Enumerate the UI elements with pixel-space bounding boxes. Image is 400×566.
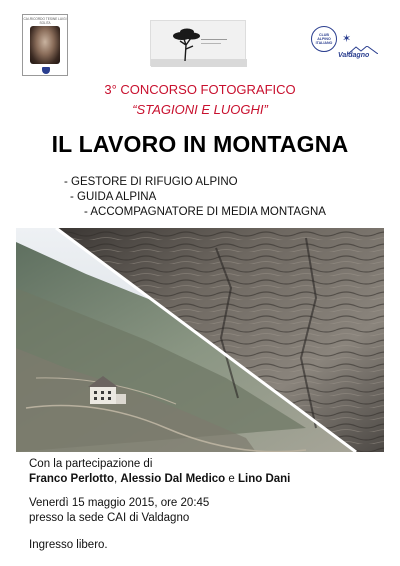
contest-title: 3° CONCORSO FOTOGRAFICO	[104, 82, 296, 97]
separator: e	[225, 473, 238, 485]
contest-theme: “STAGIONI E LUOGHI”	[132, 102, 268, 117]
tree-icon	[151, 21, 247, 67]
guest-names	[29, 472, 290, 487]
entry-note: Ingresso libero.	[29, 539, 108, 551]
guest-name: Lino Dani	[237, 473, 291, 485]
role-item: - ACCOMPAGNATORE DI MEDIA MONTAGNA	[84, 206, 326, 218]
mountain-photo	[16, 228, 384, 452]
cai-badge-icon	[311, 26, 337, 52]
badge-line-2: ALPINO	[317, 37, 331, 42]
separator: ,	[113, 473, 121, 485]
club-portrait-logo	[22, 14, 68, 76]
cai-valdagno-logo	[308, 20, 380, 64]
event-datetime: Venerdì 15 maggio 2015, ore 20:45	[29, 497, 210, 509]
club-logo-text: CAI-RICORDO TESINE LUIGI SOLITA	[23, 17, 67, 25]
credits-intro: Con la partecipazione di	[29, 458, 153, 470]
credits	[29, 457, 290, 487]
logo-bar	[0, 14, 400, 76]
shield-icon	[42, 67, 50, 74]
guest-name: Alessio Dal Medico	[120, 473, 226, 485]
tree-logo	[150, 20, 246, 66]
portrait-image	[30, 26, 60, 64]
page-title: IL LAVORO IN MONTAGNA	[51, 131, 349, 157]
badge-line-3: ITALIANO	[315, 41, 333, 46]
town-name: Valdagno	[338, 52, 370, 59]
role-item: - GESTORE DI RIFUGIO ALPINO	[64, 176, 238, 188]
guest-name: Franco Perlotto	[29, 473, 114, 485]
event-details	[29, 496, 209, 526]
mountain-collage-image	[16, 228, 384, 452]
badge-line-1: CLUB	[319, 33, 329, 37]
role-item: - GUIDA ALPINA	[70, 191, 157, 203]
event-venue: presso la sede CAI di Valdagno	[29, 512, 190, 524]
star-icon: ✶	[342, 33, 352, 45]
